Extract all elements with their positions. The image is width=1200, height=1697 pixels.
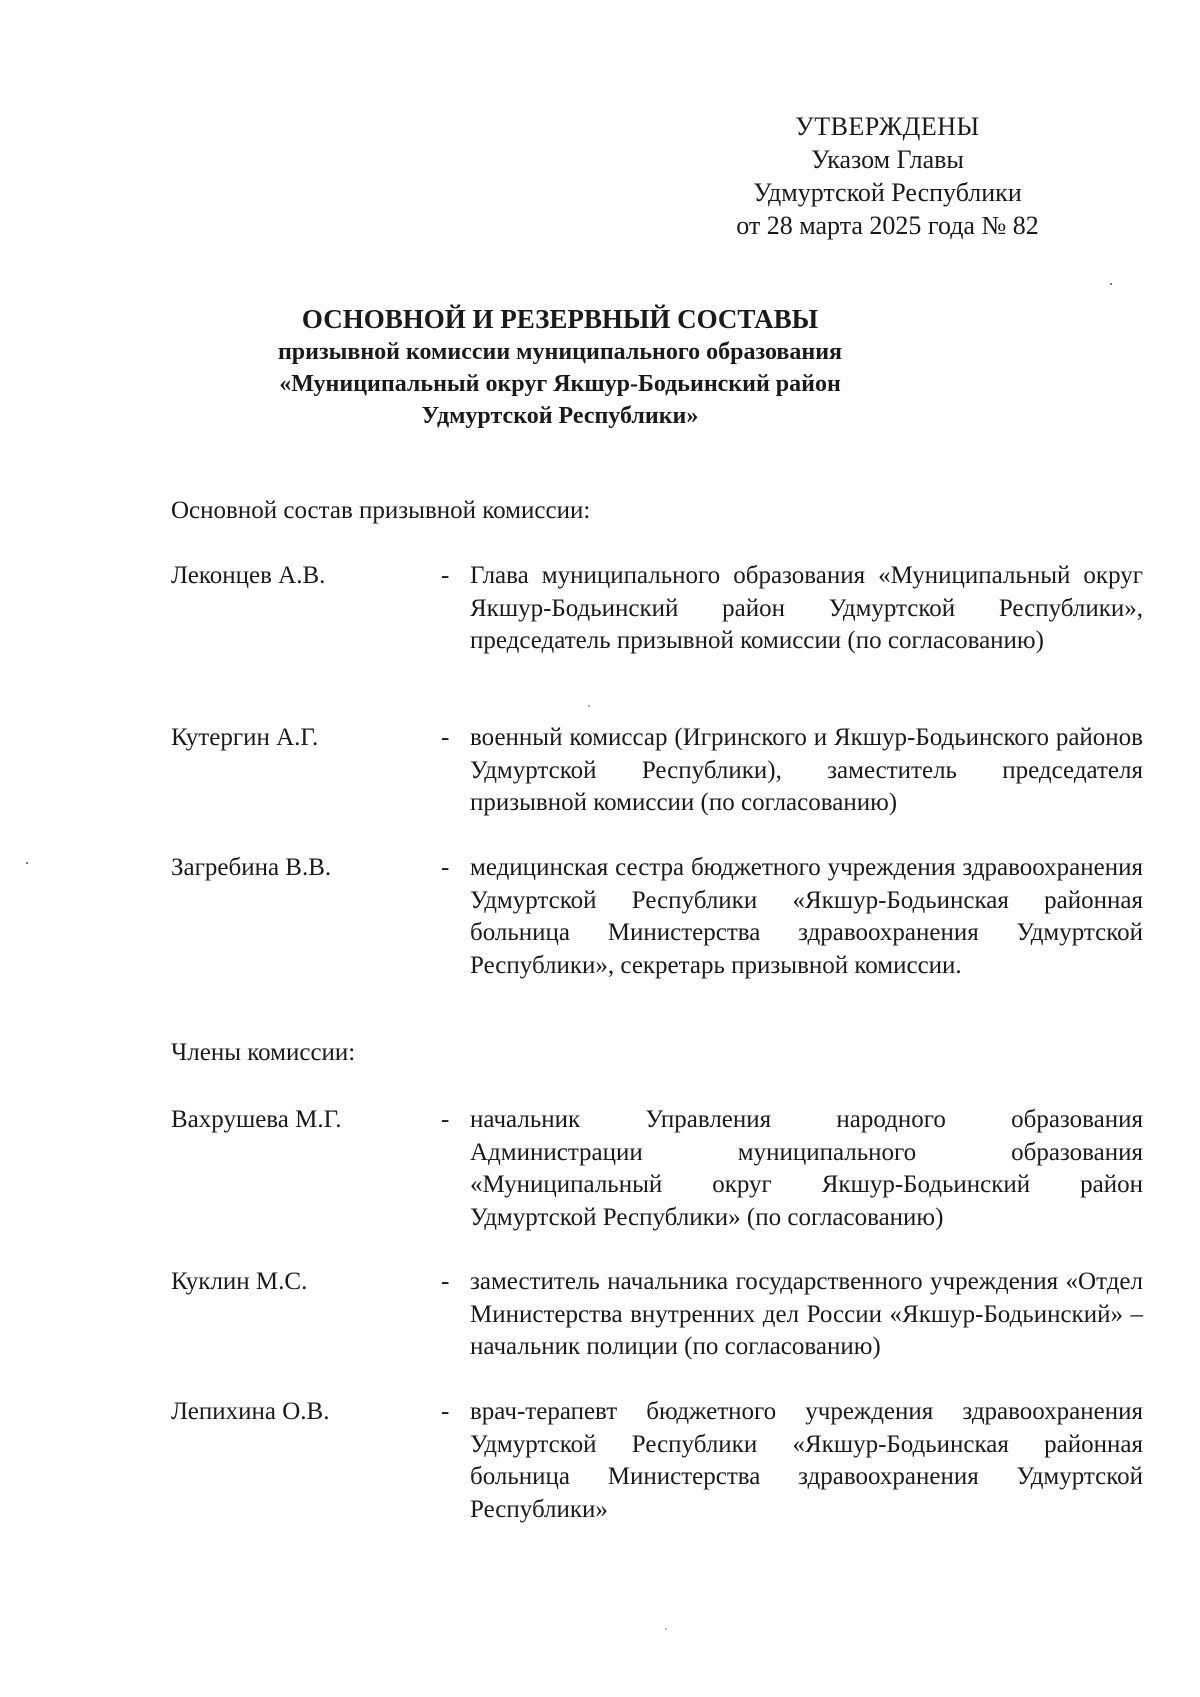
commission-entry [171, 560, 1143, 658]
entry-role: заместитель начальника государственного учреждения «Отдел Министерства внутренних дел России «Якшур-Бодьинский» – начальник полиции (по согласованию) [470, 1268, 1143, 1360]
entry-role: начальник Управления народного образования Администрации муниципального образования «Муниципальный округ Якшур-Бодьинский район Удмуртской Республики» (по согласованию) [470, 1106, 1143, 1231]
entry-name: Куклин М.С. [171, 1268, 308, 1295]
commission-entry [171, 722, 1143, 820]
commission-entry [171, 1104, 1143, 1234]
entry-role: медицинская сестра бюджетного учреждения здравоохранения Удмуртской Республики «Якшур-Бодьинская районная больница Министерства здравоохранения Удмуртской Республики», секретарь призывной комиссии. [470, 854, 1143, 979]
entry-dash: - [441, 1106, 450, 1133]
approval-title: УТВЕРЖДЕНЫ [795, 112, 980, 141]
scan-speck [588, 705, 590, 707]
scan-speck [665, 1628, 667, 1630]
document-title-main: ОСНОВНОЙ И РЕЗЕРВНЫЙ СОСТАВЫ [301, 304, 819, 334]
entry-dash: - [441, 562, 450, 589]
entry-dash: - [441, 854, 450, 881]
scan-speck [1110, 283, 1112, 285]
document-title-line-4: Удмуртской Республики» [421, 403, 699, 429]
entry-role: Глава муниципального образования «Муниципальный округ Якшур-Бодьинский район Удмуртской Республики», председатель призывной комиссии (по согласованию) [470, 562, 1143, 654]
members-heading: Члены комиссии: [171, 1039, 356, 1066]
commission-entry [171, 1396, 1143, 1526]
entry-role: военный комиссар (Игринского и Якшур-Бодьинского районов Удмуртской Республики), заместитель председателя призывной комиссии (по согласованию) [470, 724, 1143, 816]
entry-dash: - [441, 1398, 450, 1425]
document-title [200, 302, 920, 432]
commission-entry [171, 852, 1143, 982]
commission-entry [171, 1266, 1143, 1364]
document-title-line-3: «Муниципальный округ Якшур-Бодьинский район [279, 371, 841, 397]
main-composition-heading: Основной состав призывной комиссии: [171, 497, 591, 524]
entry-name: Вахрушева М.Г. [171, 1106, 342, 1133]
entry-dash: - [441, 724, 450, 751]
approval-date-number: от 28 марта 2025 года № 82 [736, 211, 1039, 240]
approval-decree: Указом Главы [811, 145, 964, 174]
document-title-line-2: призывной комиссии муниципального образования [277, 339, 843, 365]
approval-authority: Удмуртской Республики [753, 178, 1022, 207]
entry-role: врач-терапевт бюджетного учреждения здравоохранения Удмуртской Республики «Якшур-Бодьинская районная больница Министерства здравоохранения Удмуртской Республики» [470, 1398, 1143, 1523]
entry-name: Леконцев А.В. [171, 562, 326, 589]
entry-name: Загребина В.В. [171, 854, 332, 881]
entry-name: Кутергин А.Г. [171, 724, 319, 751]
approval-block [690, 110, 1085, 242]
entry-dash: - [441, 1268, 450, 1295]
entry-name: Лепихина О.В. [171, 1398, 330, 1425]
scan-speck [26, 862, 28, 864]
